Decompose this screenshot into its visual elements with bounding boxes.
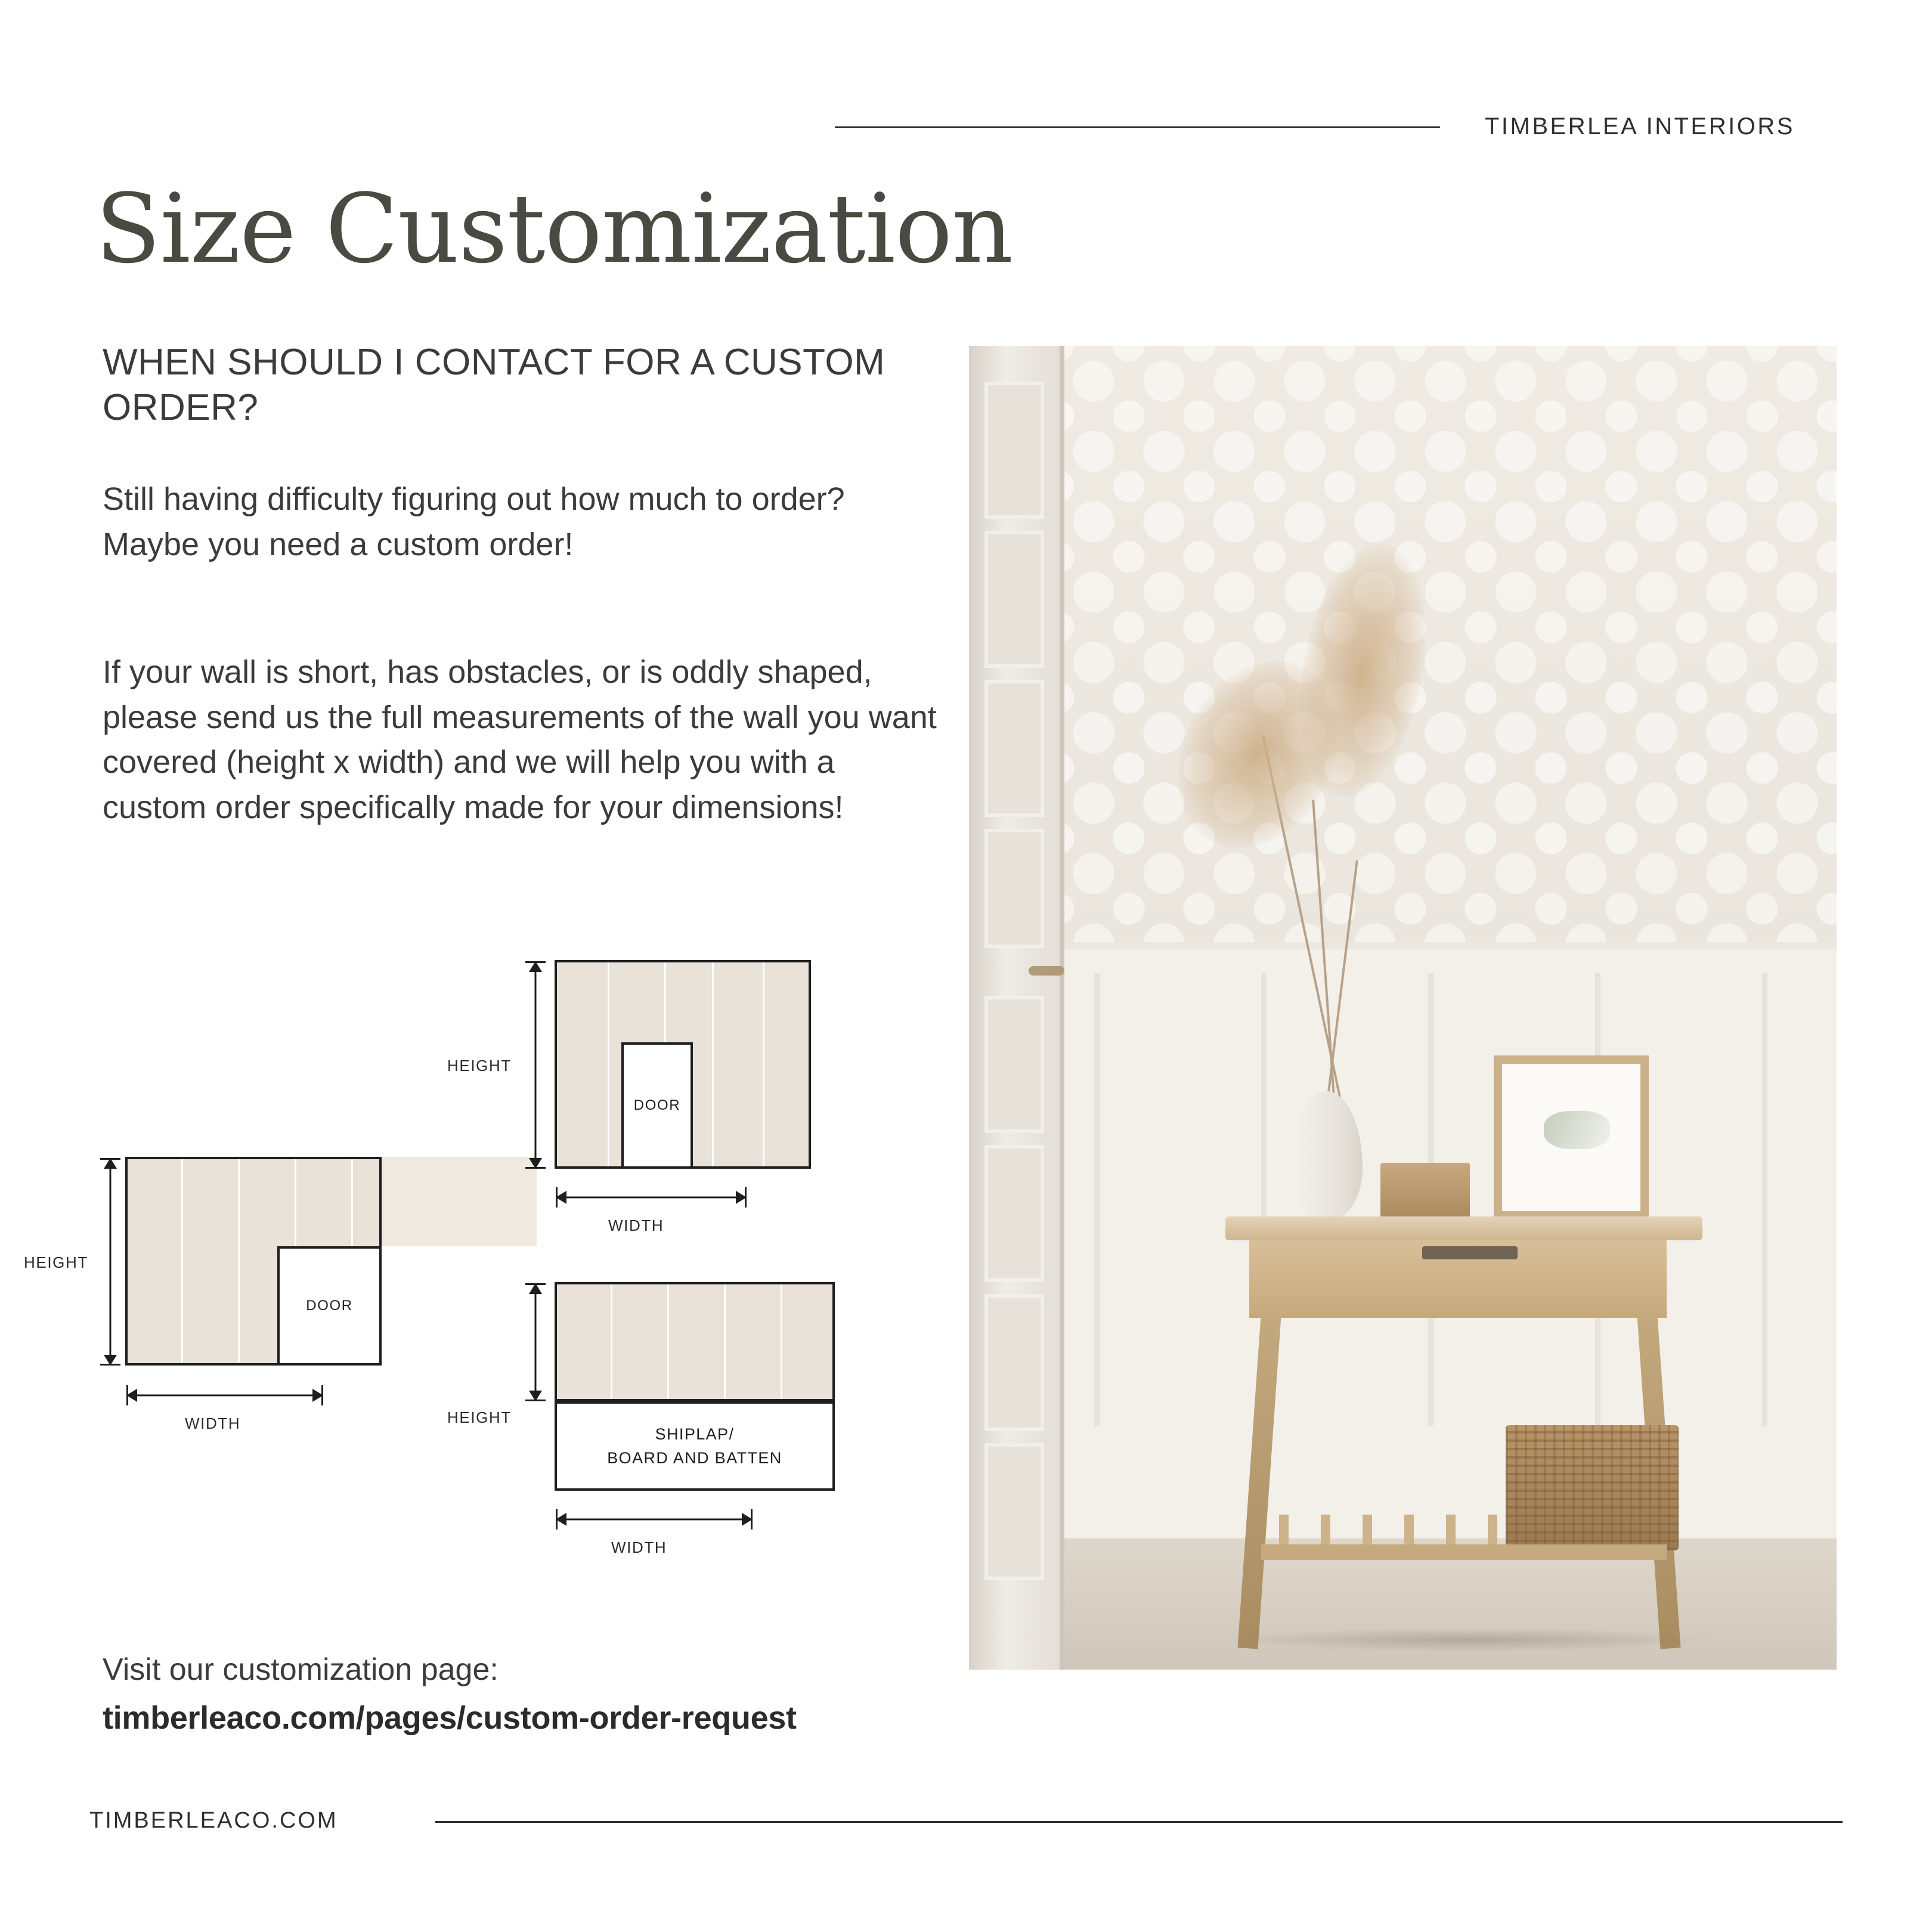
height-arrow [98, 1158, 122, 1366]
photo-wooden-box [1380, 1163, 1470, 1219]
width-arrow [556, 1185, 747, 1209]
width-label: WIDTH [611, 1538, 667, 1556]
door-label: DOOR [633, 1097, 681, 1113]
customization-page-link[interactable]: timberleaco.com/pages/custom-order-request [103, 1700, 797, 1736]
photo-wallpaper-pattern [1058, 346, 1837, 942]
width-label: WIDTH [185, 1414, 241, 1432]
measurement-diagrams [24, 948, 936, 1604]
panel-seam [781, 1284, 782, 1399]
photo-woven-basket [1506, 1425, 1679, 1550]
shiplap-label-line2: BOARD AND BATTEN [607, 1449, 782, 1467]
visit-label: Visit our customization page: [103, 1652, 499, 1687]
height-arrow [524, 1283, 547, 1401]
photo-shelf-slat [1488, 1515, 1497, 1546]
height-label: HEIGHT [24, 1253, 88, 1271]
photo-shelf-slat [1404, 1515, 1414, 1546]
panel-seam [181, 1159, 183, 1363]
interior-photo [969, 346, 1837, 1670]
width-arrow [556, 1507, 753, 1531]
panel-seam [724, 1284, 726, 1399]
page-footer [0, 1807, 1932, 1843]
panel-seam [238, 1159, 240, 1363]
shiplap-area [555, 1401, 835, 1491]
photo-desk-top [1225, 1216, 1702, 1240]
photo-french-door [969, 346, 1064, 1670]
photo-shelf-slat [1446, 1515, 1456, 1546]
height-label: HEIGHT [447, 1057, 512, 1075]
section-subheading: WHEN SHOULD I CONTACT FOR A CUSTOM ORDER? [103, 342, 886, 428]
shiplap-label-line1: SHIPLAP/ [655, 1425, 735, 1443]
height-arrow [524, 961, 547, 1169]
photo-shelf-slat [1321, 1515, 1330, 1546]
photo-door-handle [1029, 966, 1064, 976]
door-opening [277, 1246, 382, 1366]
page-title: Size Customization [95, 173, 1013, 284]
body-paragraph-1: Still having difficulty figuring out how much to order? Maybe you need a custom order! [103, 481, 845, 562]
width-label: WIDTH [608, 1216, 664, 1234]
panel-seam [608, 962, 609, 1166]
footer-site-name: TIMBERLEACO.COM [89, 1808, 338, 1833]
photo-shelf-slat [1363, 1515, 1372, 1546]
diagram-wall-with-door [447, 948, 906, 1240]
photo-lower-shelf [1261, 1544, 1667, 1560]
panel-seam [611, 1284, 612, 1399]
photo-picture-frame [1494, 1055, 1649, 1219]
width-arrow [126, 1383, 323, 1407]
header-divider [835, 126, 1440, 128]
wall-fill-main [555, 1282, 835, 1401]
diagram-wall-above-shiplap [447, 1270, 906, 1604]
photo-desk-handle [1422, 1246, 1518, 1259]
body-paragraph-2: If your wall is short, has obstacles, or is oddly shaped, please send us the full measurements of the wall you want covered (height x width) and we will help you with a custom order specifically made for your dimensions! [103, 654, 937, 825]
door-label: DOOR [306, 1298, 353, 1314]
panel-seam [763, 962, 764, 1166]
panel-seam [667, 1284, 669, 1399]
door-opening [621, 1042, 693, 1169]
height-label: HEIGHT [447, 1408, 512, 1426]
page-header [0, 113, 1932, 149]
diagram-l-shaped-wall [24, 1145, 489, 1467]
photo-floor-shadow [1225, 1628, 1714, 1652]
footer-divider [435, 1821, 1843, 1823]
photo-frame-art [1544, 1111, 1610, 1149]
photo-shelf-slat [1279, 1515, 1289, 1546]
panel-seam [712, 962, 714, 1166]
brand-name: TIMBERLEA INTERIORS [1485, 113, 1795, 140]
